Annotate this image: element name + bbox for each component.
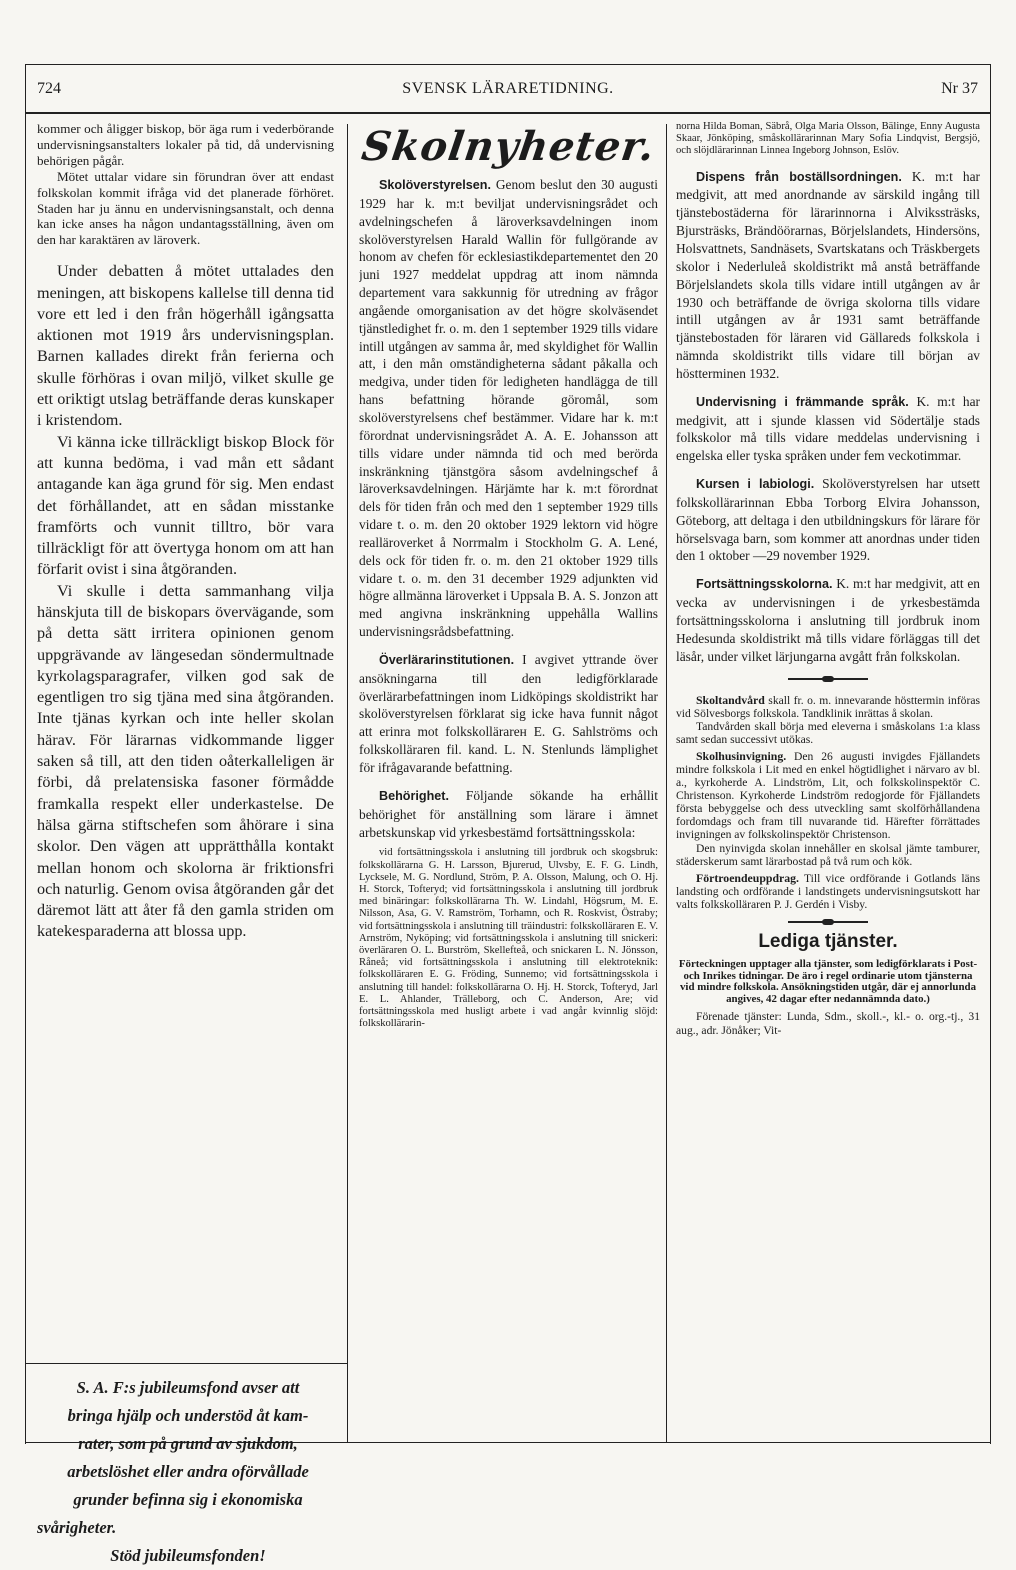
paragraph-large-3: Vi skulle i detta sammanhang vilja hänskjuta till de biskopars övervägande, som på detta sätt irritera opinionen genom uppgrävande av längesedan söndermultnade kyrkolagsparagrafer, vilken god sak de egentligen tro sig tjäna med sina åtgöranden. Inte tjänas kyrkan och inte heller skolan härav. För lärarnas vidkommande ligger saken så till, att den tiden oåterkalleligen är förbi, då prelatensiska fasoner förmådde framkalla respekt eller underkastelse. De hälsa gärna stiftschefen som åhörare i sina skolor. Den vägen att upprätthålla kontakt mellan honom och skolorna är friktionsfri och naturlig. Genom ovisa åtgöranden går det däremot lätt att åter få den gamla striden om katekesparaderna att blossa upp. [37,581,334,941]
news-item-6-lead: Kursen i labiologi. [696,477,815,492]
note-4 [676,842,980,868]
news-item-1-lead: Skolöverstyrelsen. [379,178,492,192]
news-item-7-lead: Fortsättningsskolorna. [696,577,833,592]
column-2 [359,121,658,1441]
column-1 [37,121,334,1441]
jubilee-fund-box [37,1374,339,1570]
news-item-7-text: K. m:t har medgivit, att en vecka av undervisningen i de yrkesbestämda fortsättningsskolorna i anslutning till jordbruk inom Hedesunda skoldistrikt må tills vidare förläggas till det läsår, under vilket lärjungarna avgått från folkskolan. [676,576,980,664]
news-item-4-text: K. m:t har medgivit, att med anordnande av särskild ingång till tjänstebostäderna för lärarinnorna i Alvikssträsks, Bjursträsks, Brändöörarnas, Börjelslandets, Hindersöns, Holsvattnets, Sandnäsets, Svartskatans och Träskbergets skolor i Nederluleå skoldistrikt må anstå beträffande Börjelslandets skola tills vidare intill utgången av år 1930 och beträffande de övriga skolorna tills vidare intill utgången av år 1931 samt beträffande tjänstebostaden för läraren vid Gällareds folkskola i nämnda skoldistrikt tills vidare till början av höstterminen 1932. [676,168,980,381]
paragraph-large-1: Under debatten å mötet uttalades den meningen, att biskopens kallelse till denna tid vore ett led i den från högerhåll igångsatta aktionen mot 1919 års undervisningsplan. Barnen kallades direkt från ferierna och skulle förhöras i ovan miljö, vilket skulle ge ett oriktigt utslag beträffande deras kunskaper i kristendom. [37,262,334,430]
news-item-4-lead: Dispens från boställsordningen. [696,169,902,184]
note-2-text: Tandvården skall börja med eleverna i småskolans 1:a klass samt sedan successivt utökas. [676,719,980,746]
column-divider-1 [347,124,348,1442]
header-rule [25,112,991,114]
box-line-3: rater, som på grund av sjukdom, [78,1434,298,1453]
news-item-5-text: K. m:t har medgivit, att i sjunde klassen vid Södertälje stads folkskolor må tills vidare meddelas undervisning i engelska eller tyska språken under fem veckotimmar. [676,393,980,464]
news-item-3-lead: Behörighet. [379,788,449,803]
vacancies-first-entry: Förenade tjänster: Lunda, Sdm., skoll.-, kl.- o. org.-tj., 31 aug., adr. Jönåker; Vit- [676,1010,980,1037]
news-item-5-lead: Undervisning i främmande språk. [696,394,909,409]
news-item-5 [676,393,980,465]
news-item-6-text: Skolöverstyrelsen har utsett folkskollärarinnan Ebba Torborg Elvira Johansson, Göteborg, att deltaga i den utbildningskurs för lärare för hörselsvaga barn, som kommer att anordnas under tiden den 1 oktober —29 november 1929. [676,476,980,564]
section-title: Skolnyheter. [359,123,658,170]
note-3-text: Den 26 augusti invigdes Fjällandets mindre folkskola i Lit med en enkel högtidlighet i närvaro av bl. a., kyrkoherde A. Lindström, Lit, och folkskolinspektör C. Christenson. Kyrkoherde Lindström redogjorde för Fjällandets första bebyggelse och dess utveckling samt skolförhållandena fordomdags och fram till nuvarande tid. Härefter förrättades invigningen av folkskolinspektör Christenson. [676,749,980,842]
news-item-2-lead: Överlärarinstitutionen. [379,652,515,667]
issue-number: Nr 37 [941,80,978,97]
box-line-5: grunder befinna sig i ekonomiska [73,1490,303,1509]
column-3 [676,121,980,1441]
column-divider-2 [666,124,667,1442]
paragraph-large-2: Vi känna icke tillräckligt biskop Block för att kunna bedöma, i vad mån ett sådant antagande kan äga grund för sig. Men endast det förhållandet, att en sådan misstanke framförts och vunnit tilltro, bör vara tillräckligt för att övertyga honom om att han förfarit ovist i sina åtgöranden. [37,432,334,579]
news-item-2-text: I avgivet yttrande över ansökningarna till den ledigförklarade överlärarbefattningen inom Lidköpings skoldistrikt har skolöverstyrelsen förklarat sig icke hava funnit något att erinra mot folkskollärarен E. G. Sahlströms och folkskolläraren fil. kand. L. N. Stenlunds lämplighet för ifrågavarande befattning. [359,651,658,775]
note-1-lead: Skoltandvård [696,692,765,707]
journal-title: SVENSK LÄRARETIDNING. [402,80,614,97]
note-1 [676,694,980,720]
note-1-text: skall fr. o. m. innevarande hösttermin införas vid Sölvesborgs folkskola. Tandklinik inrättas å skolan. [676,693,980,720]
note-5 [676,872,980,911]
note-3-lead: Skolhusinvigning. [696,748,787,763]
news-item-6 [676,475,980,565]
news-item-3 [359,787,658,842]
section-divider [788,678,868,680]
note-5-text: Till vice ordförande i Gotlands läns landsting och ordförande i landstingets undervisningsutskott har valts folkskolläraren P. J. Gerdén i Visby. [676,871,980,911]
box-line-6: svårigheter. [37,1518,117,1537]
box-line-7: Stöd jubileumsfonden! [110,1546,266,1565]
note-3 [676,750,980,842]
news-item-1-text: Genom beslut den 30 augusti 1929 har k. m:t beviljat undervisningsrådet och avdelningschefen å läroverksavdelningen inom skolöverstyrelsen Harald Wallin för fullgörande av honom av chefen för ecklesiastikdepartementet den 20 juni 1927 meddelat uppdrag att inom nämnda departement vara sakkunnig för utredning av frågor angående omorganisation av det högre skolväsendet tjänstledighet fr. o. m. den 1 september 1929 tills vidare intill utgången av samma år, med skyldighet för Wallin att, i den mån omständigheterna sådant påkalla och medgiva, under tiden för ledigheten handlägga de till hans befattning hörande göromål, som skolöverstyrelsens chef bestämmer. Vidare har k. m:t förordnat undervisningsrådet A. A. E. Johansson att tills vidare under nämnda tid och med berörda inskränkning tjänstgöra såsom avdelningschef å läroverksavdelningen. Härjämte har k. m:t förordnat dels för tiden från och med den 1 september 1929 tills vidare t. o. m. den 20 oktober 1929 lektorn vid högre realläroverket å Norrmalm i Stockholm G. A. Lené, dels ock för tiden fr. o. m. den 21 oktober 1929 tills vidare t. o. m. den 31 december 1929 adjunkten vid högre allmänna läroverket i Uppsala B. A. S. Jonzon att med angivna inskränkning uppehålla Wallins undervisningsrådsbefattning. [359,177,658,640]
page-number: 724 [37,80,61,97]
box-line-2: bringa hjälp och understöd åt kam- [67,1406,309,1425]
note-4-text: Den nyinvigda skolan innehåller en skolsal jämte tamburer, städerskerum samt lärarbostad på två rum och kök. [676,841,980,868]
news-item-4 [676,168,980,383]
box-line-4: arbetslöshet eller andra oförvållade [67,1462,309,1481]
top-rule [25,64,991,65]
box-top-rule [26,1363,347,1364]
news-item-3-text: Följande sökande ha erhållit behörighet för anställning som lärare i ämnet arbetskunskap vid yrkesbestämd fortsättningsskola: [359,787,658,840]
section-divider-2 [788,921,868,923]
note-5-lead: Förtroendeuppdrag. [696,870,800,885]
right-border [990,64,991,1444]
note-2 [676,720,980,746]
box-line-1: S. A. F:s jubileumsfond avser att [76,1378,300,1397]
news-item-7 [676,575,980,665]
paragraph-small-1: kommer och åligger biskop, bör äga rum i vederbörande undervisningsanstalters lokaler på tid, då undervisning behörigen pågår. [37,121,334,168]
news-item-1 [359,176,658,641]
paragraph-small-2: Mötet uttalar vidare sin förundran över att endast folkskolan kommit ifråga vid det planerade förhöret. Staden har ju ännu en undervisningsanstalt, och denna kan icke anses ha någon undantagsställning, även om den har karaktären av läroverk. [37,168,334,248]
vacancies-note: Förteckningen upptager alla tjänster, som ledigförklarats i Post- och Inrikes tidningar. De äro i regel ordinarie utom tjänsterna vid mindre folkskola. Ansökningstiden utgår, där ej annorlunda angives, 42 dagar efter nedannämnda dato.) [678,958,978,1005]
vacancies-heading: Lediga tjänster. [758,931,898,953]
continued-names: norna Hilda Boman, Säbrå, Olga Maria Olsson, Bälinge, Enny Augusta Skaar, Jönköping, småskollärarinnan Mary Sofia Lindqvist, Bergsjö, och slöjdlärarinnan Linnea Ingeborg Johnson, Eslöv. [676,121,980,157]
news-item-2 [359,651,658,777]
left-border [25,64,26,1444]
qualification-list: vid fortsättningsskola i anslutning till jordbruk och skogsbruk: folkskollärarna G. H. Larsson, Bjurerud, Ulvsby, E. F. G. Lindh, Lycksele, M. G. Nordlund, Ström, P. A. Olsson, Malung, och O. Hj. H. Storck, Tofteryd; vid fortsättningsskola i anslutning till jordbruk med binäringar: folkskollärarna Th. W. Lindahl, Högsrum, M. E. Nilsson, Asa, G. V. Ramström, Torhamn, och R. Roskvist, Östraby; vid fortsättningsskola i anslutning till träindustri: folkskolläraren E. V. Arnström, Nyköping; vid fortsättningsskola i anslutning till snickeri: överläraren O. L. Burström, Skellefteå, och snickaren L. N. Jönsson, Råneå; vid fortsättningsskola i anslutning till elektroteknik: folkskolläraren E. G. Fröding, Sunnemo; vid fortsättningsskola i anslutning till handel: folkskollärarna O. Hj. H. Storck, Tofteryd, Jarl E. L. Ahlander, Trälleborg, och C. Anderson, Are; vid fortsättningsskola med husligt arbete i vad angår kvinnlig slöjd: folkskollärarin- [359,847,658,1030]
